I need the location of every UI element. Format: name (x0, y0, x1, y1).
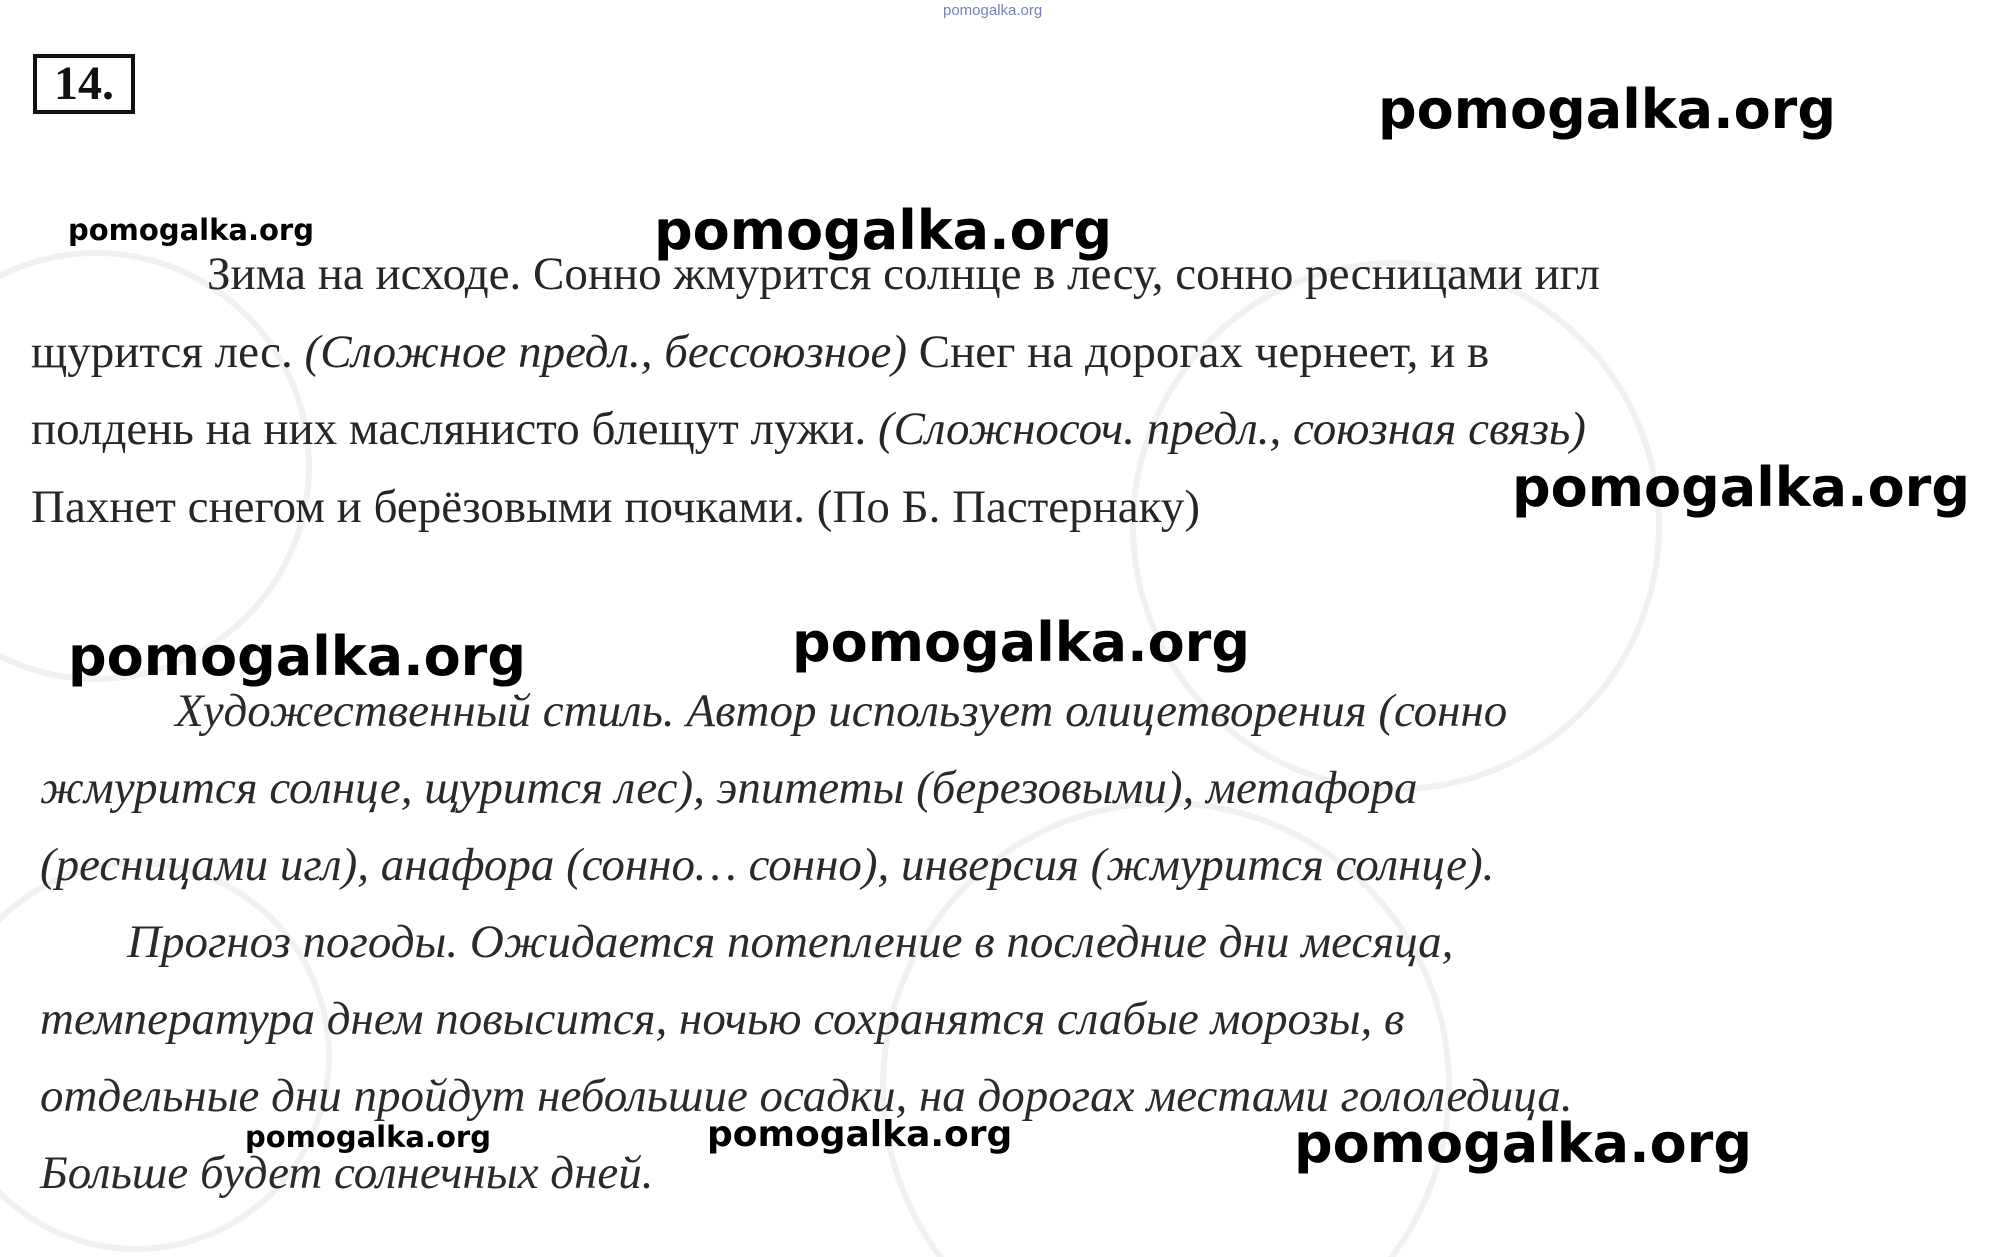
text-segment: щурится лес. (31, 326, 305, 378)
text-line-4 (31, 480, 1200, 534)
syntax-note: (Сложное предл., бессоюзное) (304, 326, 908, 378)
analysis-line-4 (127, 915, 1453, 969)
analysis-line-2 (40, 761, 1418, 815)
exercise-number: 14. (33, 54, 135, 114)
source-mark: pomogalka.org (943, 2, 1043, 19)
watermark-text: pomogalka.org (1378, 78, 1836, 141)
text-segment: полдень на них маслянисто блещут лужи. (31, 403, 878, 455)
analysis-line-3-content: (ресницами игл), анафора (сонно… сонно), инверсия (жмурится солнце). (40, 839, 1495, 891)
analysis-line-3 (40, 838, 1494, 892)
analysis-line-2-content: жмурится солнце, щурится лес), эпитеты (березовыми), метафора (40, 762, 1418, 814)
watermark-text: pomogalka.org (68, 625, 526, 688)
analysis-line-1 (175, 684, 1507, 738)
watermark-text: pomogalka.org (707, 1114, 1013, 1155)
analysis-line-5-content: температура днем повысится, ночью сохранятся слабые морозы, в (40, 993, 1405, 1045)
watermark-text: pomogalka.org (654, 199, 1112, 262)
text-line-3 (31, 402, 1586, 456)
watermark-text: pomogalka.org (1294, 1112, 1752, 1175)
watermark-text: pomogalka.org (1512, 456, 1970, 519)
watermark-text: pomogalka.org (245, 1120, 491, 1154)
watermark-ring (0, 250, 312, 682)
watermark-text: pomogalka.org (68, 213, 314, 247)
text-line-1-content: Зима на исходе. Сонно жмурится солнце в лесу, сонно ресницами игл (207, 248, 1600, 300)
analysis-line-6-content: отдельные дни пройдут небольшие осадки, на дорогах местами гололедица. (40, 1070, 1573, 1122)
analysis-line-1-content: Художественный стиль. Автор использует олицетворения (сонно (175, 685, 1508, 737)
syntax-note: (Сложносоч. предл., союзная связь) (877, 403, 1586, 455)
analysis-line-7-content: Больше будет солнечных дней. (40, 1147, 654, 1199)
analysis-line-5 (40, 992, 1404, 1046)
text-line-4-content: Пахнет снегом и берёзовыми почками. (По Б. Пастернаку) (31, 481, 1200, 533)
analysis-line-4-content: Прогноз погоды. Ожидается потепление в последние дни месяца, (127, 916, 1454, 968)
text-segment: Снег на дорогах чернеет, и в (907, 326, 1490, 378)
analysis-line-7 (40, 1146, 654, 1200)
watermark-text: pomogalka.org (792, 611, 1250, 674)
text-line-2 (31, 325, 1489, 379)
